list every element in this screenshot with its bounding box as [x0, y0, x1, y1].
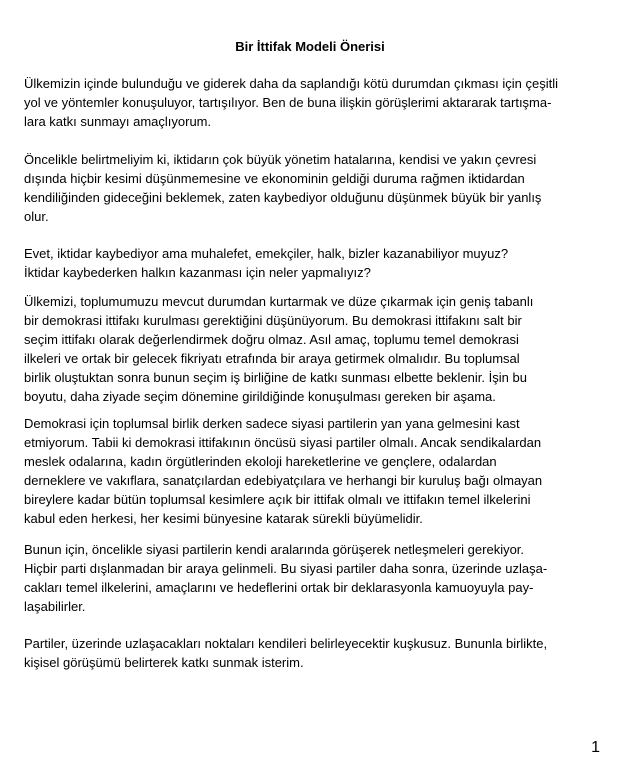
text-line: Ülkemizi, toplumumuzu mevcut durumdan kurtarmak ve düze çıkarmak için geniş tabanlı: [24, 294, 534, 309]
text-line: kendiliğinden gideceğini beklemek, zaten kaybediyor olduğunu düşünmek büyük bir yanlış: [24, 190, 542, 205]
text-line: dışında hiçbir kesimi düşünmemesine ve ekonominin geldiği duruma rağmen iktidardan: [24, 171, 525, 186]
text-line: Hiçbir parti dışlanmadan bir araya gelinmeli. Bu siyasi partiler daha sonra, üzerinde uzlaşa-: [24, 561, 548, 576]
text-line: İktidar kaybederken halkın kazanması için neler yapmalıyız?: [24, 265, 371, 280]
document-title: Bir İttifak Modeli Önerisi: [235, 39, 385, 54]
text-line: olur.: [24, 209, 49, 224]
text-line: bir demokrasi ittifakı kurulması gerektiğini düşünüyorum. Bu demokrasi ittifakını salt bir: [24, 313, 522, 328]
paragraph-6: [24, 540, 602, 616]
paragraph-2: [24, 150, 602, 226]
paragraph-5: [24, 414, 602, 528]
text-line: Ülkemizin içinde bulunduğu ve giderek daha da saplandığı kötü durumdan çıkması için çeşitli: [24, 76, 559, 91]
text-line: yol ve yöntemler konuşuluyor, tartışılıyor. Ben de buna ilişkin görüşlerimi aktararak tartışma-: [24, 95, 552, 110]
text-line: kabul eden herkesi, her kesimi bünyesine katarak sürekli büyümelidir.: [24, 511, 423, 526]
text-line: meslek odalarına, kadın örgütlerinden ekoloji hareketlerine ve gençlere, odalardan: [24, 454, 497, 469]
text-line: Bunun için, öncelikle siyasi partilerin kendi aralarında görüşerek netleşmeleri gerekiyor.: [24, 542, 525, 557]
text-line: lara katkı sunmayı amaçlıyorum.: [24, 114, 212, 129]
text-line: kişisel görüşümü belirterek katkı sunmak isterim.: [24, 655, 304, 670]
text-line: etmiyorum. Tabii ki demokrasi ittifakının öncüsü siyasi partiler olmalı. Ancak sendikalardan: [24, 435, 542, 450]
paragraph-4: [24, 292, 602, 406]
text-line: boyutu, daha ziyade seçim dönemine girildiğinde konuşulması gereken bir aşama.: [24, 389, 496, 404]
text-line: Öncelikle belirtmeliyim ki, iktidarın çok büyük yönetim hatalarına, kendisi ve yakın çevresi: [24, 152, 537, 167]
text-line: laşabilirler.: [24, 599, 86, 614]
paragraph-7: [24, 634, 602, 672]
text-line: cakları temel ilkelerini, amaçlarını ve hedeflerini ortak bir deklarasyonla kamuoyuyla pay-: [24, 580, 534, 595]
text-line: bireylere kadar bütün toplumsal kesimlere açık bir ittifak olmalı ve ittifakın temel ilkelerini: [24, 492, 531, 507]
text-line: Partiler, üzerinde uzlaşacakları noktaları kendileri belirleyecektir kuşkusuz. Bununla birlikte,: [24, 636, 548, 651]
page-number: 1: [591, 739, 600, 756]
paragraph-1: [24, 74, 602, 131]
text-line: seçim ittifakı olarak değerlendirmek doğru olmaz. Asıl amaç, toplumu temel demokrasi: [24, 332, 519, 347]
text-line: Evet, iktidar kaybediyor ama muhalefet, emekçiler, halk, bizler kazanabiliyor muyuz?: [24, 246, 509, 261]
text-line: ilkeleri ve ortak bir gelecek fikriyatı etrafında bir araya getirmek olmalıdır. Bu toplumsal: [24, 351, 520, 366]
text-line: Demokrasi için toplumsal birlik derken sadece siyasi partilerin yan yana gelmesini kast: [24, 416, 520, 431]
text-line: birlik oluştuktan sonra bunun seçim iş birliğine de katkı sunması elbette beklenir. İşin bu: [24, 370, 527, 385]
text-line: derneklere ve vakıflara, sanatçılardan edebiyatçılara ve herhangi bir kuruluş bağı olmayan: [24, 473, 543, 488]
paragraph-3: [24, 244, 602, 282]
